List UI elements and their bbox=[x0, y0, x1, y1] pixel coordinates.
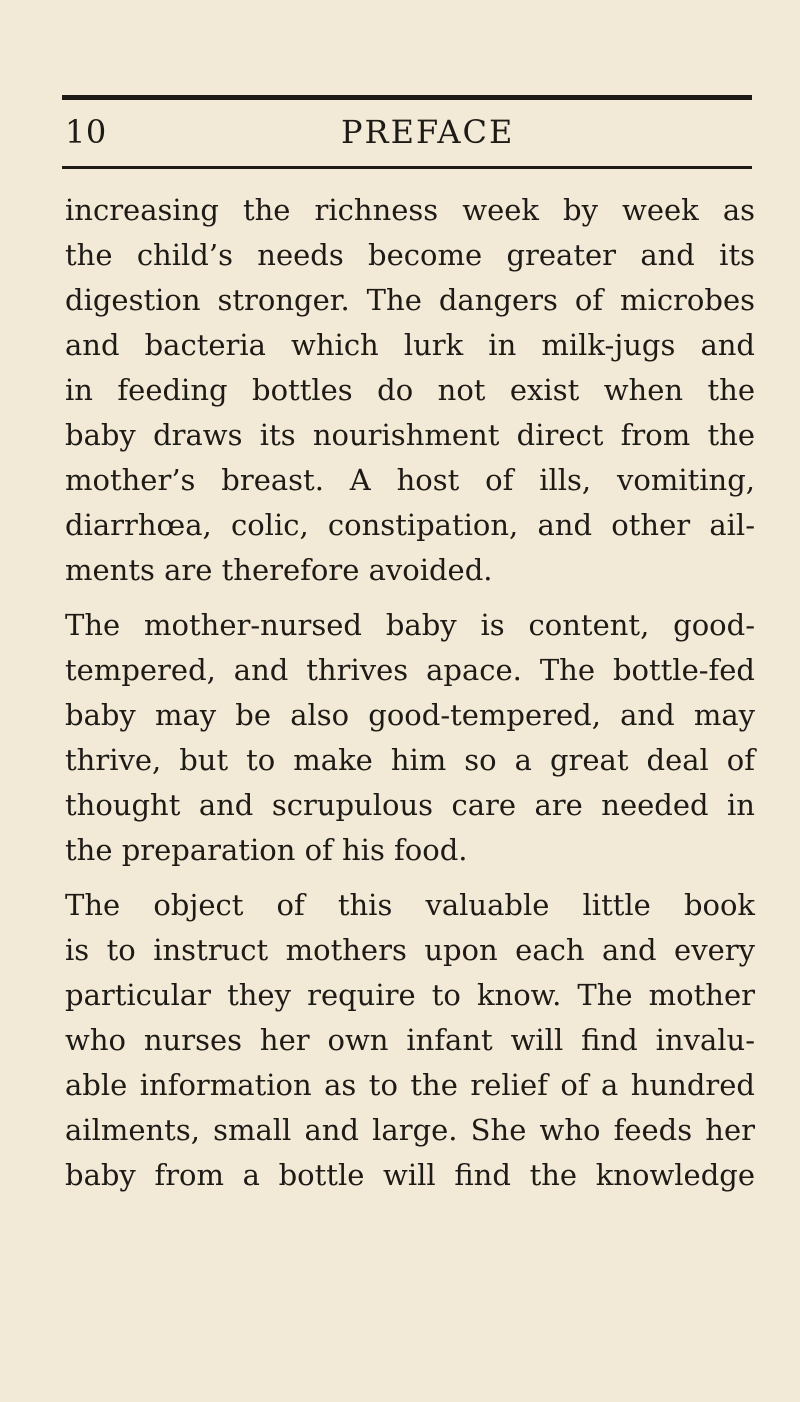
text-line: the child’s needs become greater and its bbox=[65, 238, 755, 272]
text-line: baby may be also good-tempered, and may bbox=[65, 698, 755, 732]
text-line: baby draws its nourishment direct from the bbox=[65, 418, 755, 452]
text-line: digestion stronger. The dangers of microbes bbox=[65, 283, 755, 317]
text-line: mother’s breast. A host of ills, vomiting, bbox=[65, 463, 755, 497]
running-head-title: PREFACE bbox=[341, 113, 515, 151]
text-line: ailments, small and large. She who feeds her bbox=[65, 1113, 755, 1147]
text-line: increasing the richness week by week as bbox=[65, 193, 755, 227]
text-line: able information as to the relief of a hundred bbox=[65, 1068, 755, 1102]
text-line: thrive, but to make him so a great deal of bbox=[65, 743, 755, 777]
header-rule-top bbox=[62, 95, 752, 100]
text-line: diarrhœa, colic, constipation, and other ail- bbox=[65, 508, 755, 542]
text-line: The mother-nursed baby is content, good- bbox=[65, 608, 755, 642]
text-line: tempered, and thrives apace. The bottle-fed bbox=[65, 653, 755, 687]
paragraph-2 bbox=[65, 603, 755, 873]
text-line: particular they require to know. The mother bbox=[65, 978, 755, 1012]
text-line: baby from a bottle will find the knowledge bbox=[65, 1158, 755, 1192]
text-line: and bacteria which lurk in milk-jugs and bbox=[65, 328, 755, 362]
text-line: who nurses her own infant will find invalu- bbox=[65, 1023, 755, 1057]
header-rule-bottom bbox=[62, 166, 752, 169]
body-text bbox=[65, 188, 755, 1198]
text-line: The object of this valuable little book bbox=[65, 888, 755, 922]
text-line: is to instruct mothers upon each and every bbox=[65, 933, 755, 967]
text-line: in feeding bottles do not exist when the bbox=[65, 373, 755, 407]
paragraph-3 bbox=[65, 883, 755, 1198]
paragraph-1 bbox=[65, 188, 755, 593]
text-line: thought and scrupulous care are needed in bbox=[65, 788, 755, 822]
text-line: ments are therefore avoided. bbox=[65, 553, 493, 587]
page-number: 10 bbox=[65, 113, 107, 151]
text-line: the preparation of his food. bbox=[65, 833, 468, 867]
